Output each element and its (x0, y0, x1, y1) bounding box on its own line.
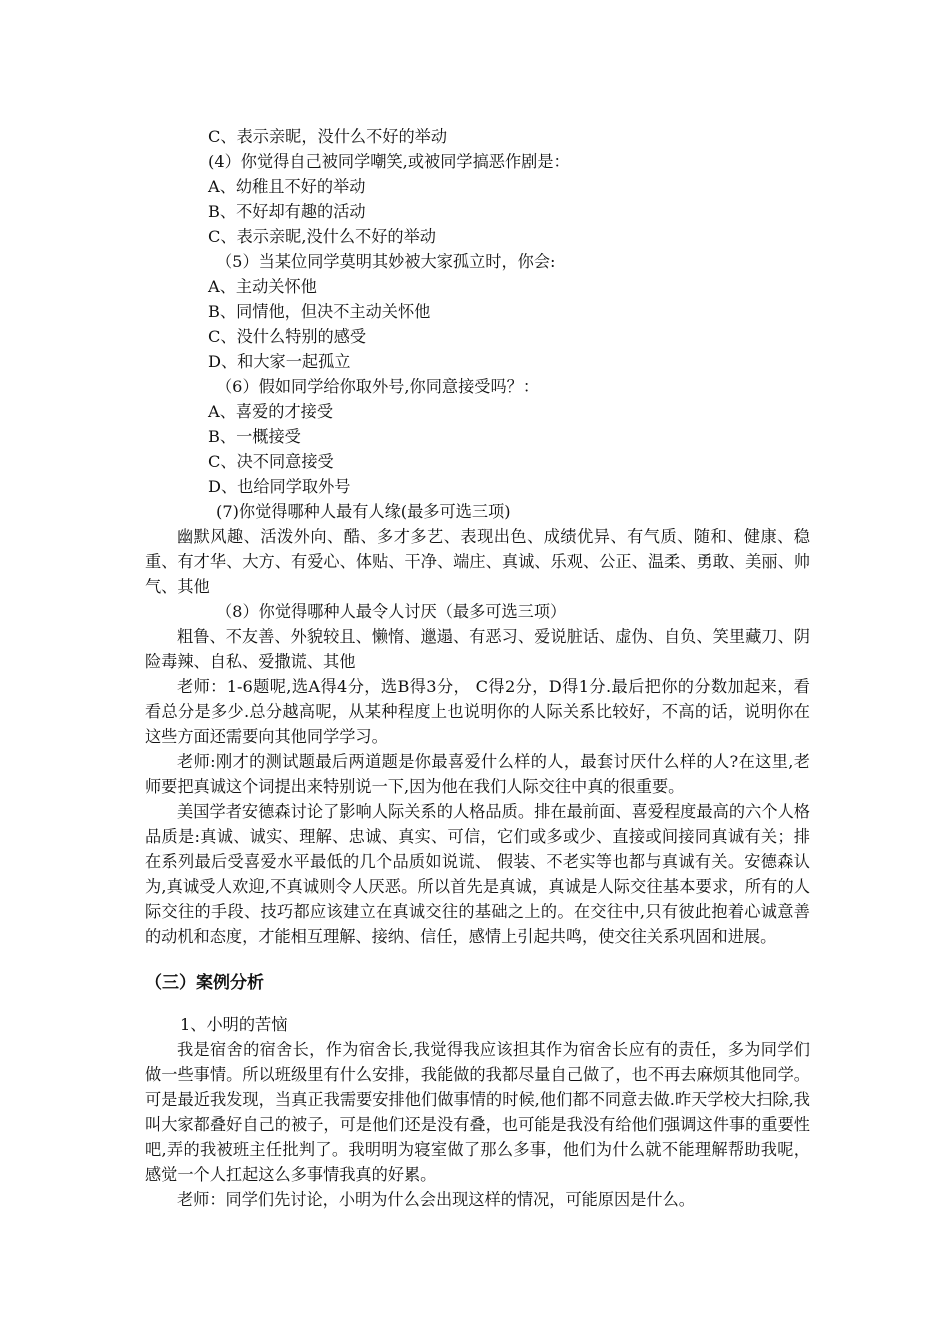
sincerity-paragraph: 老师:刚才的测试题最后两道题是你最喜爱什么样的人，最套讨厌什么样的人?在这里,老师要把真诚这个词提出来特别说一下,因为他在我们人际交往中真的很重要。 (145, 752, 810, 796)
scoring-paragraph: 老师：1-6题呢,选A得4分，选B得3分， C得2分，D得1分.最后把你的分数加起来，看看总分是多少.总分越高呢，从某种程度上也说明你的人际关系比较好，不高的话，说明你在这些方面还需要向其他同学学习。 (145, 677, 810, 746)
anderson-paragraph: 美国学者安德森讨论了影响人际关系的人格品质。排在最前面、喜爱程度最高的六个人格品质是:真诚、诚实、理解、忠诚、真实、可信，它们或多或少、直接或间接同真诚有关；排在系列最后受喜爱水平最低的几个品质如说谎、 假装、不老实等也都与真诚有关。安德森认为,真诚受人欢迎,不真诚则令人厌恶。所以首先是真诚，真诚是人际交往基本要求，所有的人际交往的手段、技巧都应该建立在真诚交往的基础之上的。在交往中,只有彼此抱着心诚意善的动机和态度，才能相互理解、接纳、信任，感情上引起共鸣，使交往关系巩固和进展。 (145, 802, 810, 946)
q7-choices-paragraph: 幽默风趣、活泼外向、酷、多才多艺、表现出色、成绩优异、有气质、随和、健康、稳重、有才华、大方、有爱心、体贴、干净、端庄、真诚、乐观、公正、温柔、勇敢、美丽、帅气、其他 (145, 527, 810, 596)
case-paragraph: 我是宿舍的宿舍长，作为宿舍长,我觉得我应该担其作为宿舍长应有的责任，多为同学们做一些事情。所以班级里有什么安排，我能做的我都尽量自己做了，也不再去麻烦其他同学。可是最近我发现，当真正我需要安排他们做事情的时候,他们都不同意去做.昨天学校大扫除,我叫大家都叠好自己的被子，可是他们还是没有叠，也可能是我没有给他们强调这件事的重要性吧,弄的我被班主任批判了。我明明为寝室做了那么多事，他们为什么就不能理解帮助我呢，感觉一个人扛起这么多事情我真的好累。 (145, 1040, 810, 1184)
q5-option-c: C、没什么特别的感受 (208, 327, 367, 346)
q6-option-c: C、决不同意接受 (208, 452, 334, 471)
q5-option-a: A、主动关怀他 (208, 277, 317, 296)
section-heading: （三）案例分析 (145, 973, 264, 993)
q4-option-b: B、不好却有趣的活动 (208, 202, 366, 221)
q8-choices-paragraph: 粗鲁、不友善、外貌较且、懒惰、邋遢、有恶习、爱说脏话、虚伪、自负、笑里藏刀、阴险毒辣、自私、爱撒谎、其他 (145, 627, 810, 671)
question-7: (7)你觉得哪种人最有人缘(最多可选三项) (216, 502, 511, 521)
q5-option-d: D、和大家一起孤立 (208, 352, 351, 371)
q6-option-b: B、一概接受 (208, 427, 301, 446)
q6-option-a: A、喜爱的才接受 (208, 402, 334, 421)
teacher-question-paragraph: 老师：同学们先讨论，小明为什么会出现这样的情况，可能原因是什么。 (177, 1190, 695, 1209)
q3-option-c: C、表示亲昵，没什么不好的举动 (208, 127, 448, 146)
question-6: （6）假如同学给你取外号,你同意接受吗？： (216, 377, 540, 396)
q5-option-b: B、同情他，但决不主动关怀他 (208, 302, 431, 321)
q4-option-c: C、表示亲昵,没什么不好的举动 (208, 227, 436, 246)
case-title: 1、小明的苦恼 (180, 1015, 288, 1034)
question-8: （8）你觉得哪种人最令人讨厌（最多可选三项） (216, 602, 567, 621)
q4-option-a: A、幼稚且不好的举动 (208, 177, 366, 196)
question-5: （5）当某位同学莫明其妙被大家孤立时，你会: (216, 252, 556, 271)
q6-option-d: D、也给同学取外号 (208, 477, 351, 496)
question-4: (4）你觉得自己被同学嘲笑,或被同学搞恶作剧是： (208, 152, 570, 171)
